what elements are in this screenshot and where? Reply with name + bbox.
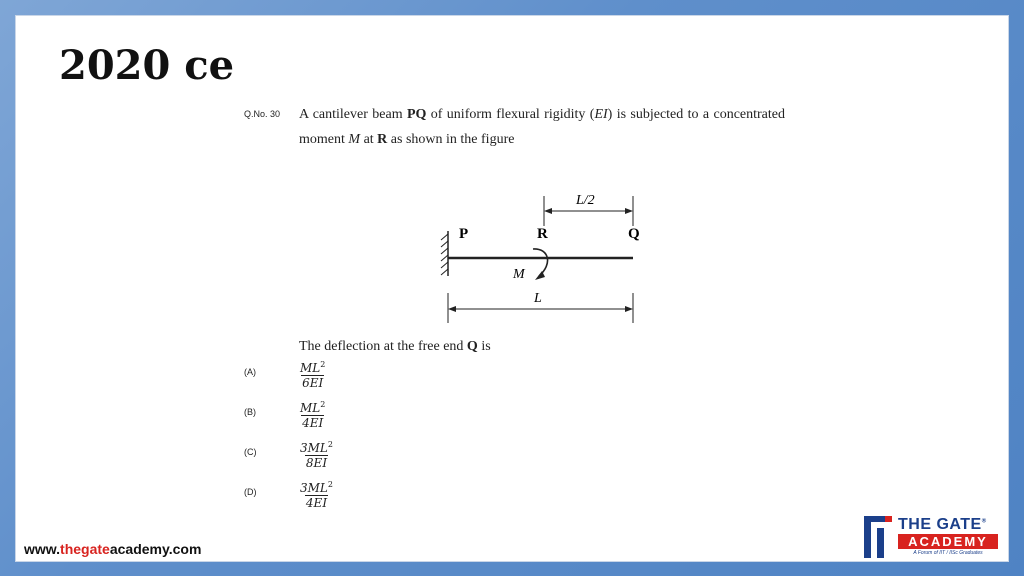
slide-title: 2020 ce bbox=[59, 42, 235, 89]
option-b-label: (B) bbox=[244, 407, 256, 417]
option-b-denominator: 4EI bbox=[302, 416, 324, 430]
question-text: A cantilever beam PQ of uniform flexural rigidity (EI) is subjected to a concentrated moment M at R as shown in the figure bbox=[299, 107, 785, 147]
fixed-support-hatch bbox=[441, 234, 448, 275]
question-number: Q.No. 30 bbox=[244, 109, 281, 119]
option-c-denominator: 8EI bbox=[305, 456, 328, 470]
option-a-denominator: 6EI bbox=[302, 376, 324, 390]
logo-tagline: A Forum of IIT / IISc Graduates bbox=[913, 550, 983, 556]
dim-half-arrow-right bbox=[625, 208, 633, 214]
label-half-span: L/2 bbox=[576, 193, 595, 208]
website-link[interactable]: www.thegateacademy.com bbox=[24, 541, 202, 557]
option-c-numerator: $3ML^2$ bbox=[300, 440, 333, 455]
label-q: Q bbox=[628, 226, 640, 242]
dim-full-arrow-left bbox=[448, 306, 456, 312]
option-b-numerator: $ML^2$ bbox=[300, 400, 326, 415]
gate-academy-logo bbox=[864, 516, 1004, 558]
slide bbox=[15, 15, 1009, 562]
label-moment: M bbox=[513, 267, 525, 282]
label-r: R bbox=[537, 226, 548, 242]
option-a-numerator: $ML^2$ bbox=[300, 360, 326, 375]
logo-line2: ACADEMY bbox=[898, 534, 998, 549]
logo-mark-icon bbox=[864, 516, 892, 558]
option-b-value[interactable] bbox=[299, 400, 326, 430]
option-d-numerator: $3ML^2$ bbox=[300, 480, 333, 495]
moment-arc bbox=[533, 249, 548, 276]
dim-half-arrow-left bbox=[544, 208, 552, 214]
logo-line1: THE GATE® bbox=[898, 516, 987, 533]
label-p: P bbox=[459, 226, 469, 242]
option-d-denominator: 4EI bbox=[305, 496, 328, 510]
dim-full-arrow-right bbox=[625, 306, 633, 312]
option-d-value[interactable] bbox=[299, 480, 334, 510]
option-c-label: (C) bbox=[244, 447, 257, 457]
label-span: L bbox=[534, 291, 542, 306]
beam-figure bbox=[421, 176, 661, 336]
option-a-value[interactable] bbox=[299, 360, 326, 390]
option-a-label: (A) bbox=[244, 367, 256, 377]
question-prompt: The deflection at the free end Q is bbox=[299, 339, 491, 354]
option-c-value[interactable] bbox=[299, 440, 334, 470]
option-d-label: (D) bbox=[244, 487, 257, 497]
